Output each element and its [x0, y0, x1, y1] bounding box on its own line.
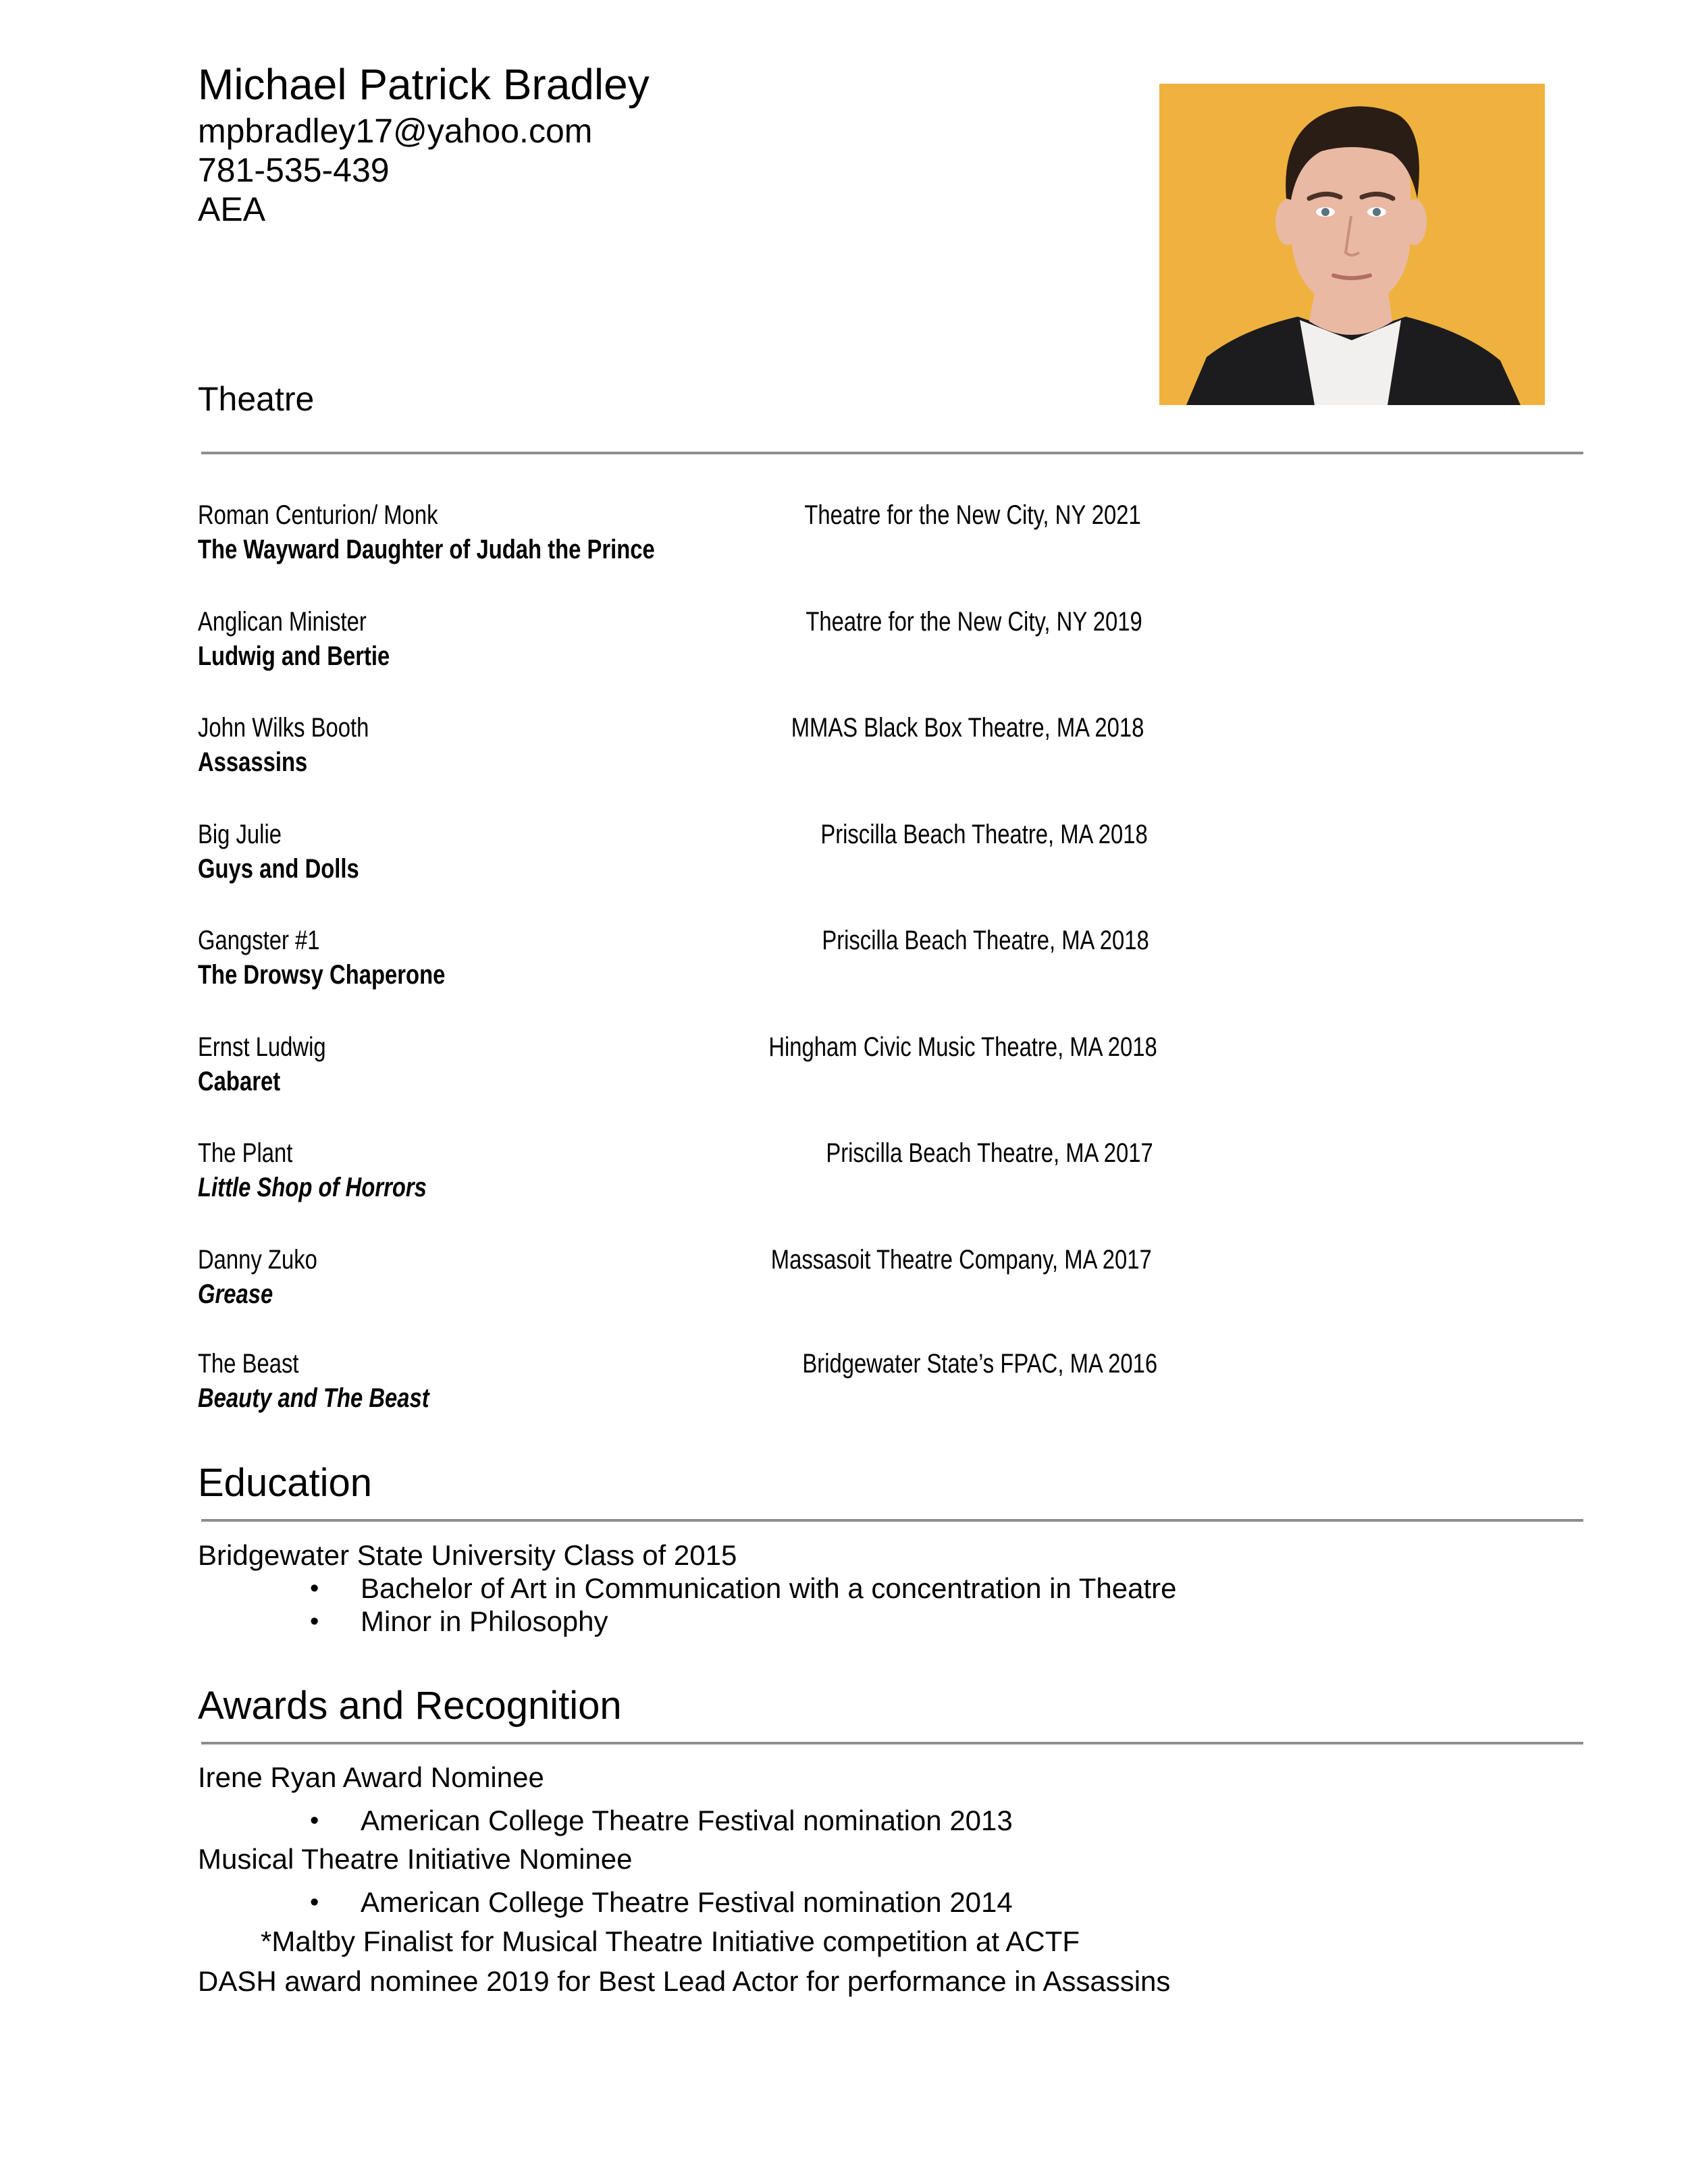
credit-role: The Plant [198, 1138, 293, 1168]
award-dash: DASH award nominee 2019 for Best Lead Actor for performance in Assassins [198, 1965, 1171, 1997]
credit-venue: Hingham Civic Music Theatre, MA 2018 [768, 1032, 1157, 1062]
credit-venue: Priscilla Beach Theatre, MA 2017 [826, 1138, 1153, 1168]
education-minor: Minor in Philosophy [361, 1605, 608, 1637]
section-rule-education [201, 1519, 1583, 1522]
bullet-glyph: • [310, 1574, 319, 1603]
email: mpbradley17@yahoo.com [198, 112, 593, 150]
union-affiliation: AEA [198, 190, 266, 228]
credit-role: Danny Zuko [198, 1245, 317, 1275]
credit-role: Anglican Minister [198, 607, 367, 637]
credit-show: Beauty and The Beast [198, 1383, 429, 1413]
credit-role: John Wilks Booth [198, 713, 369, 743]
credit-show: Ludwig and Bertie [198, 641, 390, 671]
bullet-glyph: • [310, 1807, 319, 1835]
credit-venue: Massasoit Theatre Company, MA 2017 [771, 1245, 1152, 1275]
section-rule-awards [201, 1742, 1583, 1744]
section-title-awards: Awards and Recognition [198, 1684, 622, 1728]
headshot-photo [1159, 84, 1545, 405]
award-irene-ryan: Irene Ryan Award Nominee [198, 1761, 544, 1793]
headshot-iris-left [1321, 208, 1329, 216]
credit-venue: MMAS Black Box Theatre, MA 2018 [791, 713, 1144, 743]
section-title-theatre: Theatre [198, 380, 315, 418]
credit-venue: Priscilla Beach Theatre, MA 2018 [822, 926, 1149, 955]
award-mti-detail: American College Theatre Festival nomination 2014 [361, 1886, 1013, 1918]
credit-show: Cabaret [198, 1067, 281, 1096]
credit-show: Assassins [198, 747, 308, 777]
credit-role: Big Julie [198, 820, 282, 849]
bullet-glyph: • [310, 1888, 319, 1917]
credit-venue: Bridgewater State’s FPAC, MA 2016 [802, 1349, 1157, 1379]
education-degree: Bachelor of Art in Communication with a concentration in Theatre [361, 1572, 1177, 1604]
phone: 781-535-439 [198, 151, 390, 189]
credit-venue: Priscilla Beach Theatre, MA 2018 [820, 820, 1148, 849]
award-irene-ryan-detail: American College Theatre Festival nomination 2013 [361, 1805, 1013, 1836]
award-maltby: *Maltby Finalist for Musical Theatre Initiative competition at ACTF [261, 1925, 1080, 1957]
credit-show: Little Shop of Horrors [198, 1173, 427, 1202]
credit-show: The Wayward Daughter of Judah the Prince [198, 535, 655, 564]
credit-role: Ernst Ludwig [198, 1032, 326, 1062]
credit-venue: Theatre for the New City, NY 2021 [804, 500, 1141, 530]
headshot-iris-right [1373, 208, 1381, 216]
credit-venue: Theatre for the New City, NY 2019 [806, 607, 1142, 637]
credit-show: Guys and Dolls [198, 854, 359, 884]
bullet-glyph: • [310, 1607, 319, 1636]
section-title-education: Education [198, 1461, 372, 1505]
credit-show: Grease [198, 1279, 273, 1309]
education-school: Bridgewater State University Class of 2015 [198, 1539, 737, 1571]
credit-role: The Beast [198, 1349, 299, 1379]
credit-role: Roman Centurion/ Monk [198, 500, 438, 530]
section-rule-theatre [201, 452, 1583, 454]
actor-name: Michael Patrick Bradley [198, 60, 650, 109]
credit-show: The Drowsy Chaperone [198, 960, 446, 990]
credit-role: Gangster #1 [198, 926, 320, 955]
award-mti: Musical Theatre Initiative Nominee [198, 1843, 633, 1875]
